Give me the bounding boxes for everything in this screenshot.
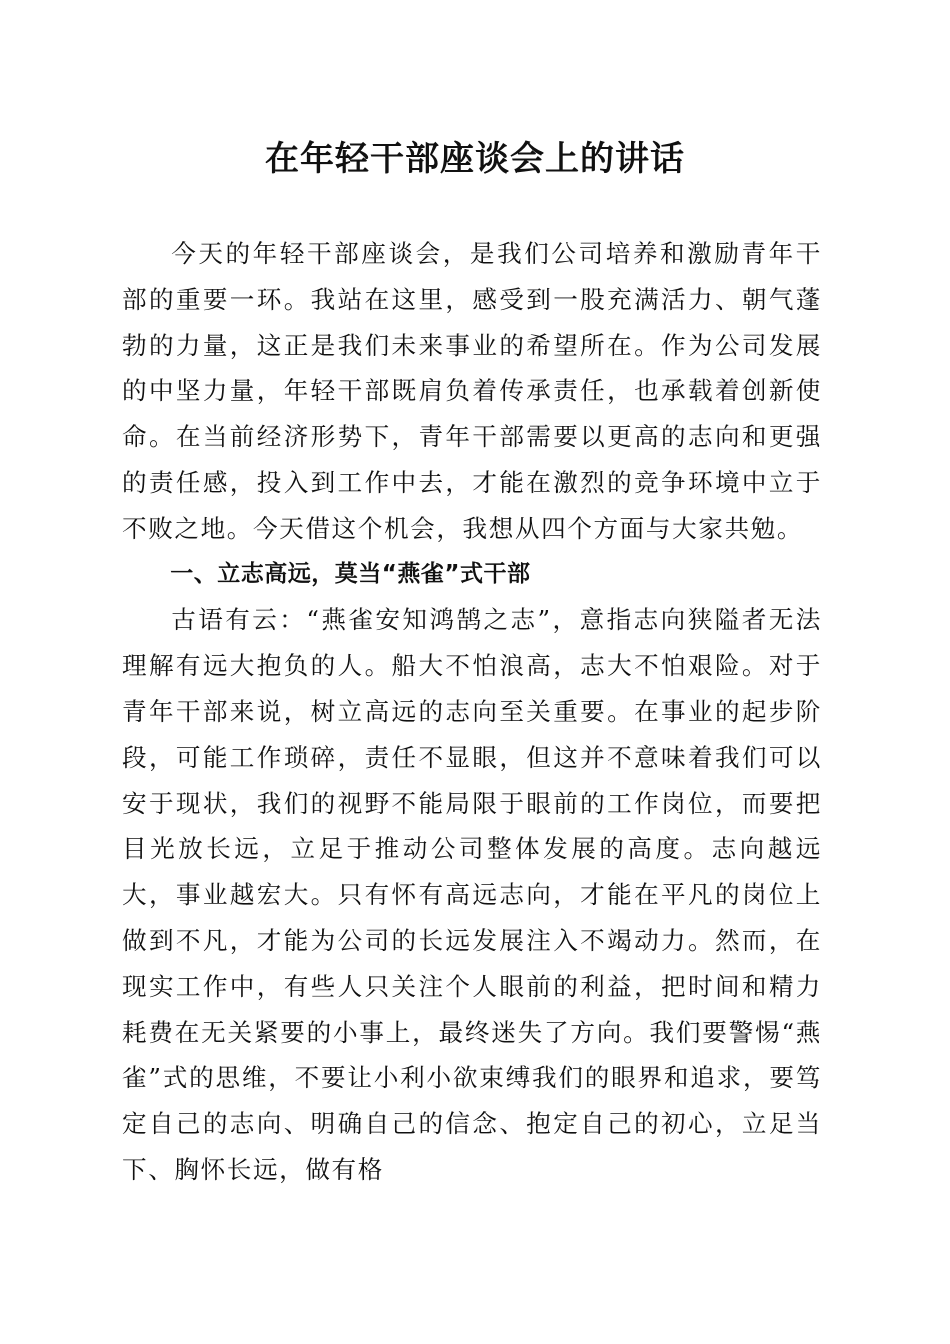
document-body xyxy=(122,231,822,1193)
section-1-paragraph: 古语有云：“燕雀安知鸿鹄之志”，意指志向狭隘者无法理解有远大抱负的人。船大不怕浪高，志大不怕艰险。对于青年干部来说，树立高远的志向至关重要。在事业的起步阶段，可能工作琐碎，责任不显眼，但这并不意味着我们可以安于现状，我们的视野不能局限于眼前的工作岗位，而要把目光放长远，立足于推动公司整体发展的高度。志向越远大，事业越宏大。只有怀有高远志向，才能在平凡的岗位上做到不凡，才能为公司的长远发展注入不竭动力。然而，在现实工作中，有些人只关注个人眼前的利益，把时间和精力耗费在无关紧要的小事上，最终迷失了方向。我们要警惕“燕雀”式的思维，不要让小利小欲束缚我们的眼界和追求，要笃定自己的志向、明确自己的信念、抱定自己的初心，立足当下、胸怀长远，做有格 xyxy=(122,605,822,1184)
document-title: 在年轻干部座谈会上的讲话 xyxy=(265,139,685,179)
section-1-heading: 一、立志高远，莫当“燕雀”式干部 xyxy=(170,560,531,587)
intro-paragraph: 今天的年轻干部座谈会，是我们公司培养和激励青年干部的重要一环。我站在这里，感受到一股充满活力、朝气蓬勃的力量，这正是我们未来事业的希望所在。作为公司发展的中坚力量，年轻干部既肩负着传承责任，也承载着创新使命。在当前经济形势下，青年干部需要以更高的志向和更强的责任感，投入到工作中去，才能在激烈的竞争环境中立于不败之地。今天借这个机会，我想从四个方面与大家共勉。 xyxy=(122,239,822,543)
